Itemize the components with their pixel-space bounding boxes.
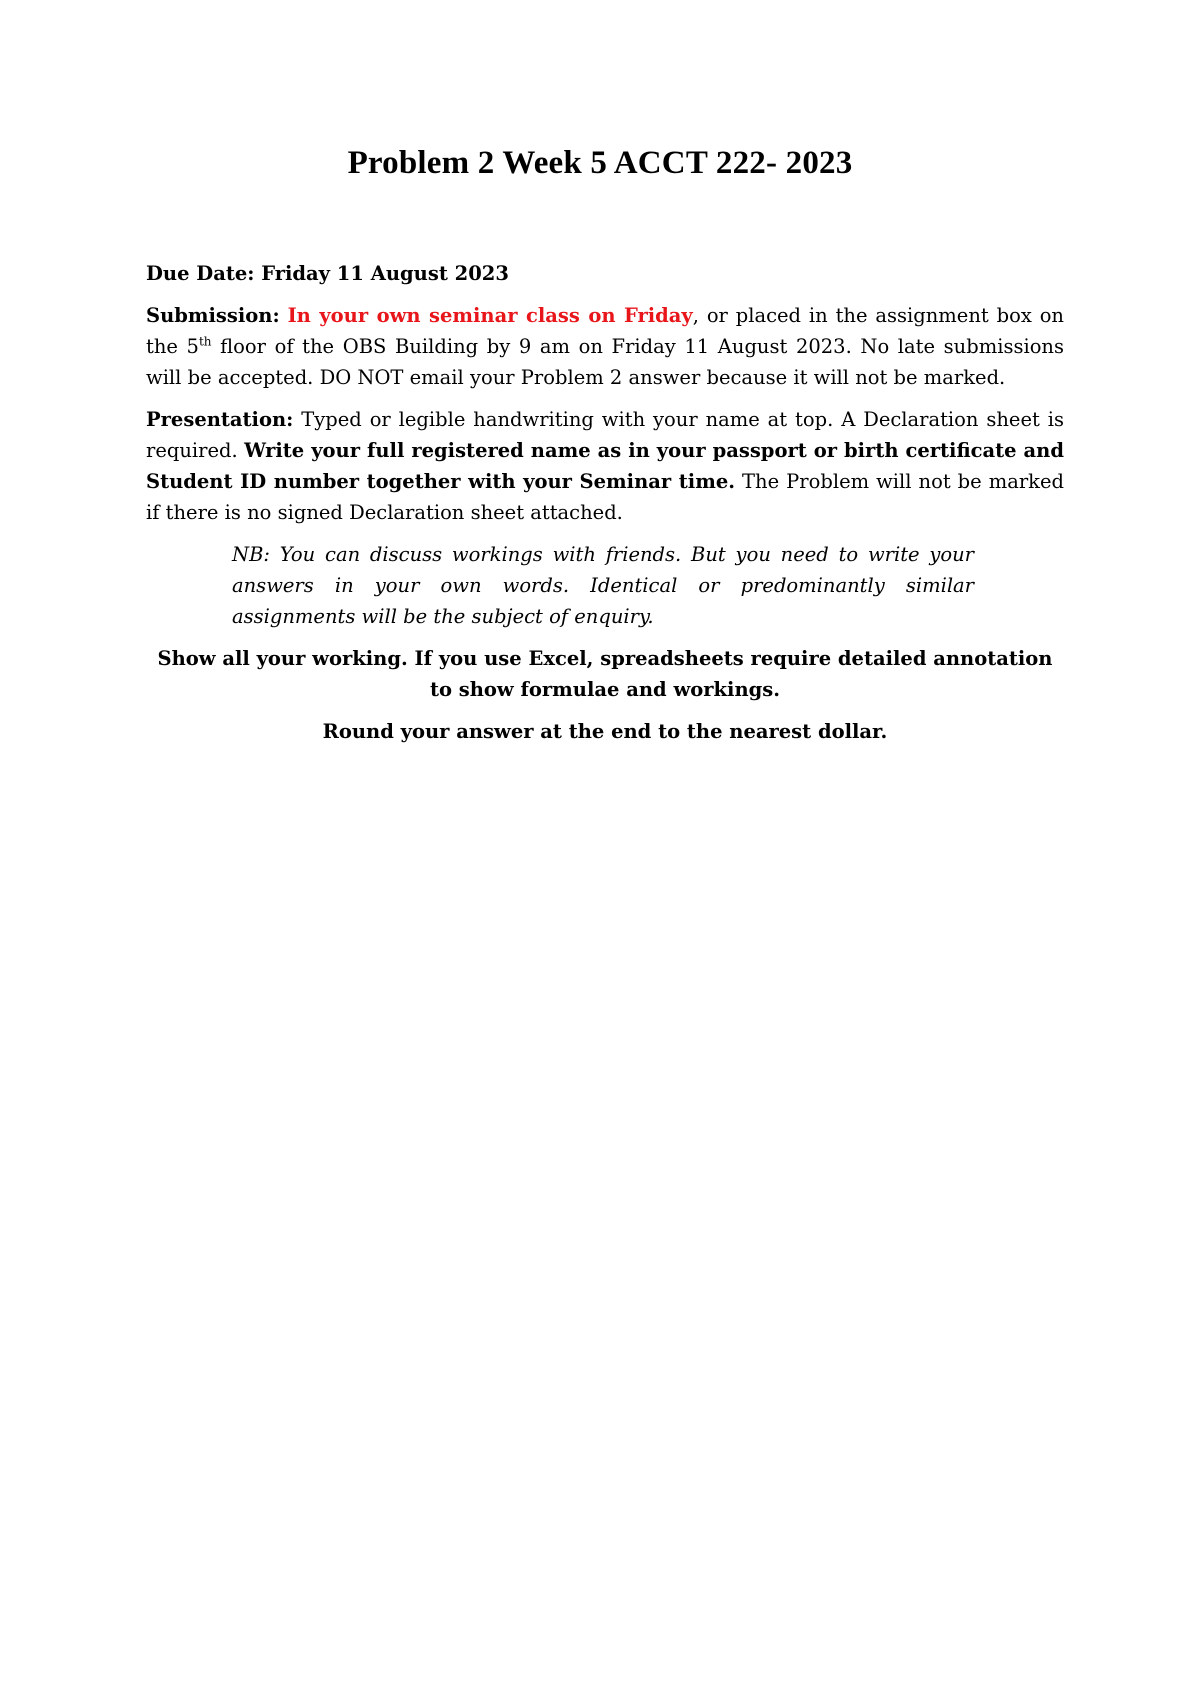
submission-text-start: , or placed in the assignment box on the 5 [146,304,1064,358]
submission-text-end: floor of the OBS Building by 9 am on Friday 11 August 2023. No late submissions will be accepted. DO NOT email your Problem 2 answer because it will not be marked. [146,335,1064,389]
submission-highlight: In your own seminar class on Friday [287,304,693,327]
due-date-text: Due Date: Friday 11 August 2023 [146,262,509,285]
working-instruction: Show all your working. If you use Excel, spreadsheets require detailed annotation to show formulae and workings. [157,647,1053,701]
nb-note: NB: You can discuss workings with friends. But you need to write your answers in your own words. Identical or predominantly similar assignments will be the subject of enquiry. [232,543,974,628]
submission-paragraph [146,300,1064,393]
ordinal-suffix: th [198,334,212,349]
rounding-instruction: Round your answer at the end to the nearest dollar. [322,720,888,743]
presentation-text-end: The Problem will not be marked if there is no signed Declaration sheet attached. [146,470,1064,524]
presentation-label: Presentation: [146,408,294,431]
document-body [146,258,1064,758]
presentation-bold-requirement: Write your full registered name as in your passport or birth certificate and Student ID number together with your Seminar time. [146,439,1064,493]
submission-label: Submission: [146,304,280,327]
due-date-line [146,258,1064,289]
presentation-paragraph [146,404,1064,528]
page-title: Problem 2 Week 5 ACCT 222- 2023 [347,145,853,181]
presentation-text-start: Typed or legible handwriting with your name at top. A Declaration sheet is required. [146,408,1064,462]
